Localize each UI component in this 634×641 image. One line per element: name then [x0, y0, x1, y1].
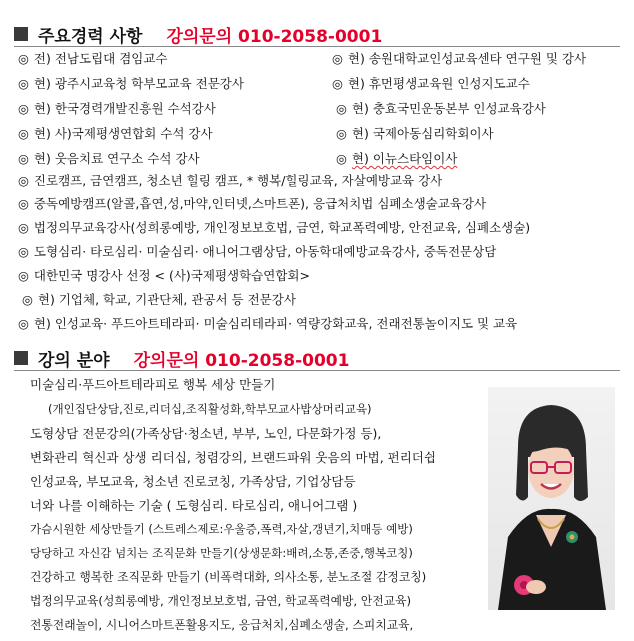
lecture-title: 강의 분야: [38, 350, 110, 371]
career-full-item: ◎ 중독예방캠프(알콜,흡연,성,마약,인터넷,스마트폰), 응급처치법 심폐소생술교육강사: [18, 196, 487, 211]
lecture-item: 미술심리·푸드아트테라피로 행복 세상 만들기: [30, 377, 276, 392]
square-bullet-icon: [14, 27, 28, 41]
career-contact: 강의문의 010-2058-0001: [166, 26, 383, 47]
career-full-item: ◎ 도형심리· 타로심리· 미술심리· 애니어그램상담, 아동학대예방교육강사, 중독전문상담: [18, 244, 497, 259]
career-full-item: ◎ 현) 인성교육· 푸드아트테라피· 미술심리테라피· 역량강화교육, 전래전통놀이지도 및 교육: [18, 316, 518, 331]
career-full-item: ◎ 법정의무교육강사(성희롱예방, 개인정보보호법, 금연, 학교폭력예방, 안전교육, 심폐소생술): [18, 220, 531, 235]
career-left-item: ◎ 전) 전남도립대 겸임교수: [18, 51, 168, 66]
career-full-item: ◎ 현) 기업체, 학교, 기관단체, 관공서 등 전문강사: [22, 292, 296, 307]
career-left-item: ◎ 현) 웃음치료 연구소 수석 강사: [18, 151, 200, 166]
career-right-item: ◎ 현) 송원대학교인성교육센타 연구원 및 강사: [332, 51, 587, 66]
lecture-item: 도형상담 전문강의(가족상담·청소년, 부부, 노인, 다문화가정 등),: [30, 426, 382, 441]
lecture-item: 법정의무교육(성희롱예방, 개인정보보호법, 금연, 학교폭력예방, 안전교육): [30, 594, 412, 608]
lecture-item: 인성교육, 부모교육, 청소년 진로코칭, 가족상담, 기업상담등: [30, 474, 356, 489]
career-right-item: ◎ 현) 국제아동심리학회이사: [336, 126, 494, 141]
career-divider: [14, 46, 620, 47]
career-right-item: ◎ 현) 이뉴스타임이사: [336, 151, 458, 166]
career-left-item: ◎ 현) 사)국제평생연합회 수석 강사: [18, 126, 213, 141]
lecture-item: (개인집단상담,진로,리더십,조직활성화,학부모교사밥상머리교육): [48, 402, 372, 416]
career-right-item: ◎ 현) 충효국민운동본부 인성교육강사: [336, 101, 546, 116]
career-title: 주요경력 사항: [38, 26, 143, 47]
lecture-header: [14, 345, 349, 371]
portrait-photo: [488, 387, 615, 610]
career-left-item: ◎ 현) 광주시교육청 학부모교육 전문강사: [18, 76, 244, 91]
lecture-item: 변화관리 혁신과 상생 리더십, 청렴강의, 브랜드파워 웃음의 마법, 펀리더쉽: [30, 450, 436, 465]
career-left-item: ◎ 현) 한국경력개발진흥원 수석강사: [18, 101, 216, 116]
lecture-item: 당당하고 자신감 넘치는 조직문화 만들기(상생문화:배려,소통,존중,행복코칭): [30, 546, 413, 560]
lecture-contact: 강의문의 010-2058-0001: [133, 350, 350, 371]
career-right-item: ◎ 현) 휴먼평생교육원 인성지도교수: [332, 76, 530, 91]
career-header: [14, 21, 382, 47]
lecture-item: 전통전래놀이, 시니어스마트폰활용지도, 응급처치,심폐소생술, 스피치교육,: [30, 618, 414, 632]
lecture-divider: [14, 370, 620, 371]
portrait-illustration: [488, 387, 615, 610]
lecture-item: 건강하고 행복한 조직문화 만들기 (비폭력대화, 의사소통, 분노조절 감정코칭): [30, 570, 427, 584]
career-full-item: ◎ 진로캠프, 금연캠프, 청소년 힐링 캠프, * 행복/힐링교육, 자살예방교육 강사: [18, 173, 443, 188]
lecture-item: 가슴시원한 세상만들기 (스트레스제로:우울증,폭력,자살,갱년기,치매등 예방): [30, 522, 413, 536]
lecture-item: 너와 나를 이해하는 기술 ( 도형심리. 타로심리, 애니어그램 ): [30, 498, 358, 513]
career-full-item: ◎ 대한민국 명강사 선정 < (사)국제평생학습연합회>: [18, 268, 310, 283]
square-bullet-icon: [14, 351, 28, 365]
